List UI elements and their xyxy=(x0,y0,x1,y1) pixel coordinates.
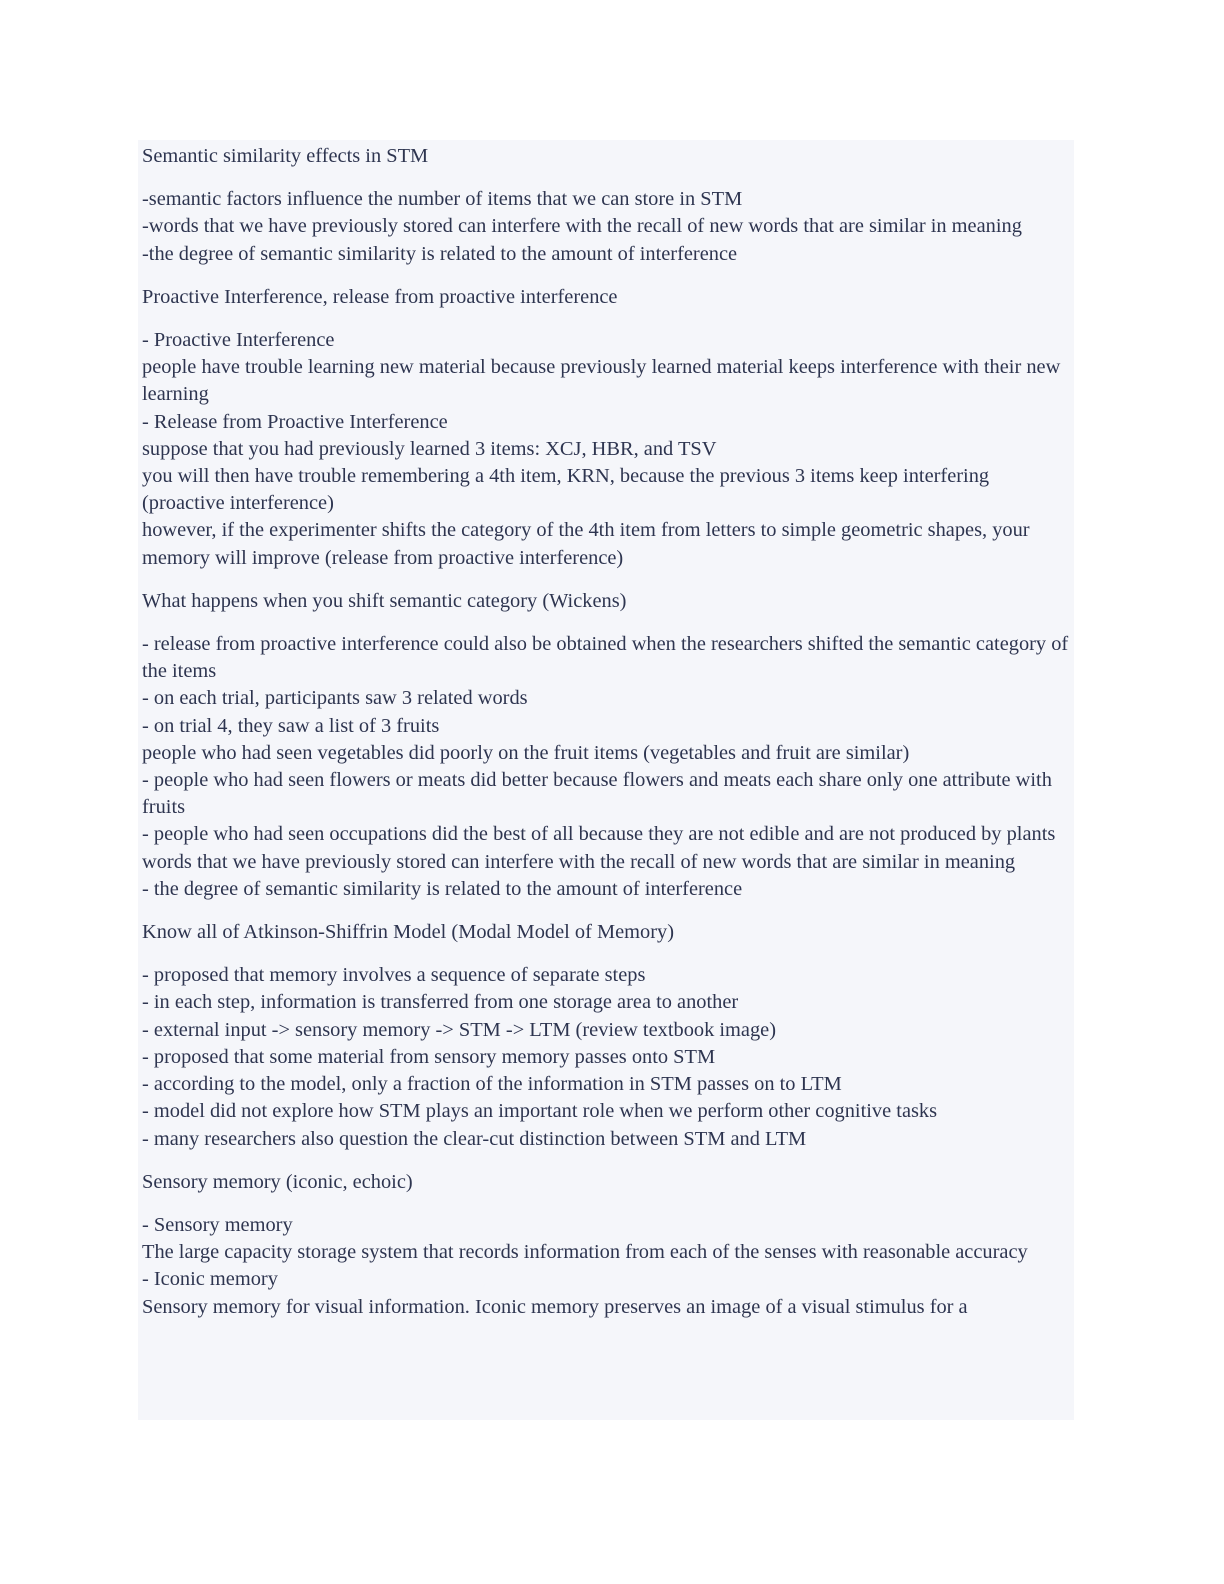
section-body xyxy=(142,327,1070,572)
body-line: -words that we have previously stored can interfere with the recall of new words that are similar in meaning xyxy=(142,215,1022,238)
document-page xyxy=(138,140,1074,1420)
body-line: - on trial 4, they saw a list of 3 fruits xyxy=(142,714,440,737)
section-sensory-memory xyxy=(142,1169,1070,1321)
body-line: - the degree of semantic similarity is related to the amount of interference xyxy=(142,877,743,900)
body-line: - Release from Proactive Interference xyxy=(142,410,448,433)
body-line: - people who had seen occupations did the best of all because they are not edible and are not produced by plants xyxy=(142,823,1056,846)
body-line: - people who had seen flowers or meats did better because flowers and meats each share only one attribute with fruits xyxy=(142,769,1052,819)
body-line: - release from proactive interference could also be obtained when the researchers shifted the semantic category of the items xyxy=(142,633,1069,683)
body-line: - in each step, information is transferred from one storage area to another xyxy=(142,991,739,1014)
body-line: - Iconic memory xyxy=(142,1268,278,1291)
section-heading: Sensory memory (iconic, echoic) xyxy=(142,1170,413,1193)
body-line: - according to the model, only a fraction of the information in STM passes on to LTM xyxy=(142,1073,842,1096)
body-line: - model did not explore how STM plays an important role when we perform other cognitive tasks xyxy=(142,1100,938,1123)
document-content xyxy=(138,140,1074,1321)
body-line: however, if the experimenter shifts the category of the 4th item from letters to simple geometric shapes, your memory will improve (release from proactive interference) xyxy=(142,519,1030,569)
body-line: - on each trial, participants saw 3 related words xyxy=(142,687,528,710)
section-proactive-interference xyxy=(142,284,1070,572)
section-heading: Semantic similarity effects in STM xyxy=(142,145,429,167)
section-heading: Proactive Interference, release from proactive interference xyxy=(142,285,618,308)
section-body xyxy=(142,962,1070,1152)
section-heading: What happens when you shift semantic category (Wickens) xyxy=(142,589,627,612)
section-heading: Know all of Atkinson-Shiffrin Model (Modal Model of Memory) xyxy=(142,921,674,944)
body-line: Sensory memory for visual information. Iconic memory preserves an image of a visual stimulus for a xyxy=(142,1295,968,1318)
body-line: - Proactive Interference xyxy=(142,329,335,352)
body-line: - Sensory memory xyxy=(142,1213,293,1236)
body-line: people who had seen vegetables did poorly on the fruit items (vegetables and fruit are similar) xyxy=(142,741,910,764)
body-line: - proposed that memory involves a sequence of separate steps xyxy=(142,964,646,987)
section-semantic-similarity xyxy=(142,143,1070,268)
section-semantic-category-shift xyxy=(142,588,1070,903)
body-line: people have trouble learning new material because previously learned material keeps interference with their new learning xyxy=(142,356,1061,406)
body-line: - external input -> sensory memory -> STM -> LTM (review textbook image) xyxy=(142,1018,776,1041)
body-line: The large capacity storage system that records information from each of the senses with reasonable accuracy xyxy=(142,1241,1028,1264)
body-line: - proposed that some material from sensory memory passes onto STM xyxy=(142,1045,716,1068)
body-line: -semantic factors influence the number of items that we can store in STM xyxy=(142,188,743,211)
section-body xyxy=(142,631,1070,903)
body-line: suppose that you had previously learned 3 items: XCJ, HBR, and TSV xyxy=(142,437,717,460)
section-atkinson-shiffrin xyxy=(142,919,1070,1153)
body-line: - many researchers also question the clear-cut distinction between STM and LTM xyxy=(142,1127,807,1150)
body-line: you will then have trouble remembering a 4th item, KRN, because the previous 3 items keep interfering (proactive interference) xyxy=(142,465,990,515)
body-line: words that we have previously stored can interfere with the recall of new words that are similar in meaning xyxy=(142,850,1016,873)
section-body xyxy=(142,186,1070,268)
body-line: -the degree of semantic similarity is related to the amount of interference xyxy=(142,242,738,265)
section-body xyxy=(142,1212,1070,1321)
